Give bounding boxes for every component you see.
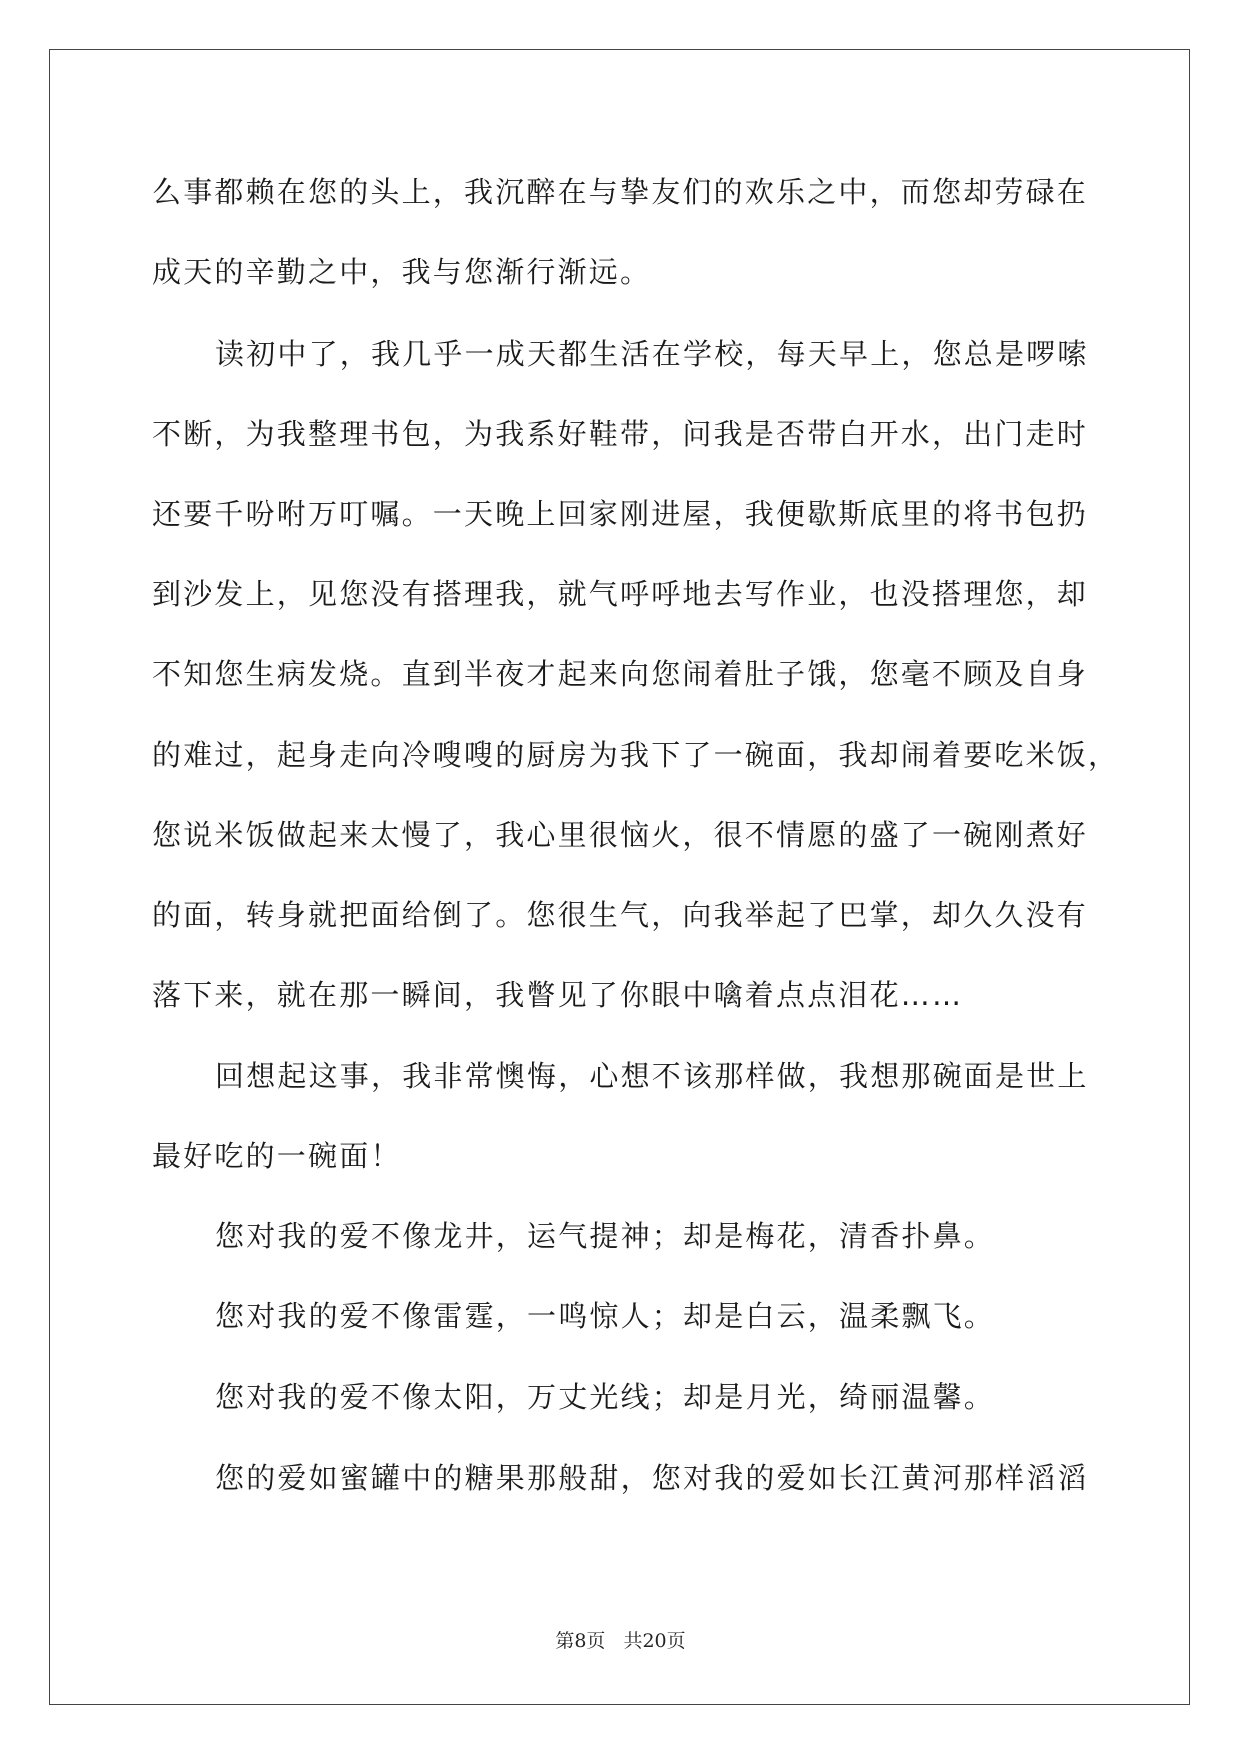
- text-line: 不断，为我整理书包，为我系好鞋带，问我是否带白开水，出门走时: [152, 417, 1089, 451]
- text-line: 您说米饭做起来太慢了，我心里很恼火，很不情愿的盛了一碗刚煮好: [152, 818, 1089, 852]
- text-line: 成天的辛勤之中，我与您渐行渐远。: [152, 255, 652, 289]
- paragraph-start-line: 您对我的爱不像雷霆，一鸣惊人；却是白云，温柔飘飞。: [215, 1299, 996, 1333]
- text-line: 不知您生病发烧。直到半夜才起来向您闹着肚子饿，您毫不顾及自身: [152, 657, 1089, 691]
- text-line: 的难过，起身走向冷嗖嗖的厨房为我下了一碗面，我却闹着要吃米饭，: [152, 738, 1120, 772]
- page-border: [49, 49, 1190, 1705]
- page-number-current: 第8页: [555, 1630, 606, 1652]
- paragraph-start-line: 您的爱如蜜罐中的糖果那般甜，您对我的爱如长江黄河那样滔滔: [215, 1461, 1089, 1495]
- paragraph-start-line: 您对我的爱不像龙井，运气提神；却是梅花，清香扑鼻。: [215, 1219, 996, 1253]
- paragraph-start-line: 回想起这事，我非常懊悔，心想不该那样做，我想那碗面是世上: [215, 1059, 1089, 1093]
- text-line: 到沙发上，见您没有搭理我，就气呼呼地去写作业，也没搭理您，却: [152, 577, 1089, 611]
- text-line: 最好吃的一碗面！: [152, 1139, 402, 1173]
- paragraph-start-line: 读初中了，我几乎一成天都生活在学校，每天早上，您总是啰嗦: [215, 337, 1089, 371]
- text-line: 落下来，就在那一瞬间，我瞥见了你眼中噙着点点泪花……: [152, 978, 964, 1012]
- text-line: 还要千吩咐万叮嘱。一天晚上回家刚进屋，我便歇斯底里的将书包扔: [152, 497, 1089, 531]
- page-footer: [0, 1626, 1241, 1653]
- text-line: 么事都赖在您的头上，我沉醉在与挚友们的欢乐之中，而您却劳碌在: [152, 175, 1089, 209]
- text-line: 的面，转身就把面给倒了。您很生气，向我举起了巴掌，却久久没有: [152, 898, 1089, 932]
- page-number-total: 共20页: [623, 1630, 686, 1652]
- paragraph-start-line: 您对我的爱不像太阳，万丈光线；却是月光，绮丽温馨。: [215, 1380, 996, 1414]
